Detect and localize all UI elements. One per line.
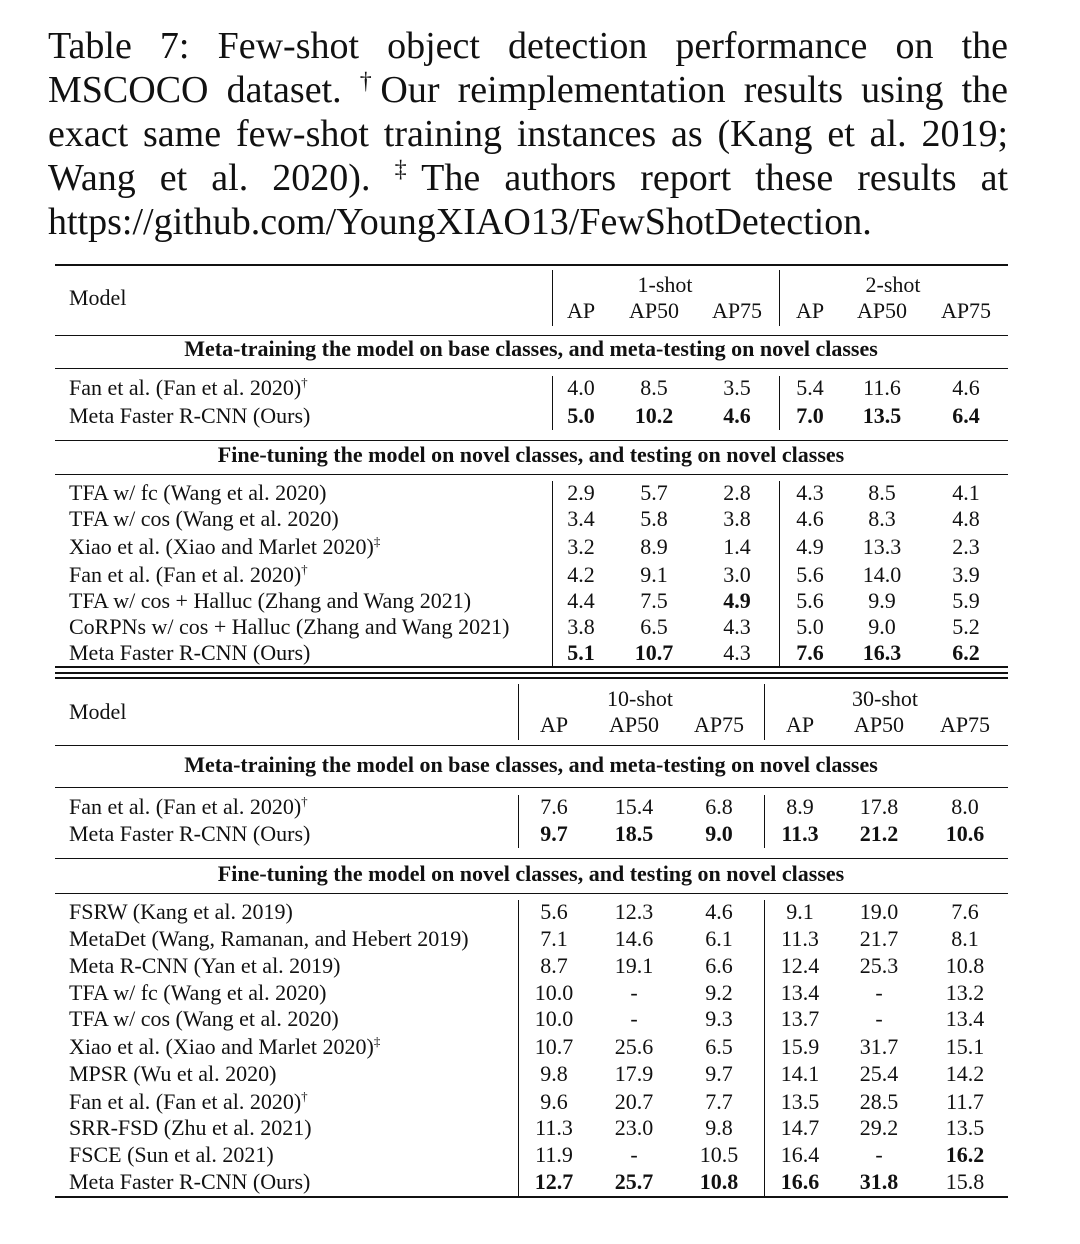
table-cell: 31.7 [859,1034,899,1059]
model-header: Model [69,699,127,724]
table-cell: 25.7 [614,1169,654,1194]
table-cell: 11.9 [535,1142,573,1167]
table-row-model: Meta Faster R-CNN (Ours) [69,1169,311,1194]
column-divider [552,481,553,666]
column-divider [518,684,519,740]
caption-text-2: Our reimplementation results using the exact same few-shot training instances as (Kang et al. 2019; Wang et al. 2020). [48,69,1009,199]
table-cell: 10.0 [534,1006,574,1031]
table-cell: 3.0 [723,562,751,587]
table-cell: 15.8 [945,1169,985,1194]
column-header: AP [795,298,825,323]
table-cell: 3.5 [723,375,751,400]
table-cell: 14.0 [862,562,902,587]
table-row-model: MetaDet (Wang, Ramanan, and Hebert 2019) [69,926,469,951]
table-cell: 11.3 [781,926,819,951]
table-cell: 10.7 [634,640,674,665]
table-cell: 3.4 [567,506,595,531]
table-cell: 12.7 [534,1169,574,1194]
table-bottom-rule [55,666,1008,668]
table-cell: 10.7 [534,1034,574,1059]
section-rule [55,474,1008,475]
table-double-rule-b [55,677,1008,679]
table-cell: 3.8 [723,506,751,531]
table-cell: 10.8 [945,953,985,978]
double-dagger-mark: ‡ [394,156,422,183]
table-cell: 9.2 [705,980,733,1005]
table-cell: 9.7 [540,821,568,846]
table-cell: 10.2 [634,403,674,428]
table-row-model: Meta Faster R-CNN (Ours) [69,403,311,428]
table-row-model: CoRPNs w/ cos + Halluc (Zhang and Wang 2021) [69,614,510,639]
column-header: AP75 [693,712,745,737]
table-cell: 16.4 [780,1142,820,1167]
table-cell: 29.2 [859,1115,899,1140]
section-rule [55,858,1008,859]
table-cell: 4.6 [952,375,980,400]
column-divider [518,795,519,848]
table-cell: 9.0 [868,614,896,639]
column-header: AP [566,298,596,323]
table-cell: 6.4 [952,403,980,428]
table-cell: 5.7 [640,480,668,505]
table-cell: - [875,1142,883,1167]
table-cell: 5.6 [796,588,824,613]
table-cell: 7.6 [951,899,979,924]
table-row-model: TFA w/ fc (Wang et al. 2020) [69,980,327,1005]
section-rule [55,368,1008,369]
column-divider [764,795,765,848]
column-divider [552,376,553,430]
table-cell: 15.4 [614,794,654,819]
table-cell: 8.5 [640,375,668,400]
table-cell: 5.0 [567,403,595,428]
table-cell: 15.9 [780,1034,820,1059]
table-cell: 19.0 [859,899,899,924]
table-cell: 8.5 [868,480,896,505]
table-cell: 5.8 [640,506,668,531]
table-cell: 16.3 [862,640,902,665]
table-cell: 9.1 [786,899,814,924]
table-cell: 8.0 [951,794,979,819]
section-title: Fine-tuning the model on novel classes, and testing on novel classes [217,442,845,467]
column-divider [779,376,780,430]
section-rule [55,787,1008,788]
table-row-model: Xiao et al. (Xiao and Marlet 2020)‡ [69,1033,381,1059]
table-cell: 5.9 [952,588,980,613]
table-bottom-rule [55,1196,1008,1198]
table-cell: 14.1 [780,1061,820,1086]
table-cell: 11.3 [781,821,819,846]
table-cell: 4.6 [705,899,733,924]
table-cell: 10.8 [699,1169,739,1194]
section-title: Meta-training the model on base classes, and meta-testing on novel classes [184,336,878,361]
table-cell: 4.4 [567,588,595,613]
caption-text-1: Few-shot object detection performance on the MSCOCO dataset. [48,25,1008,111]
table-cell: 4.6 [796,506,824,531]
dagger-mark: † [301,1088,308,1104]
table-cell: 2.8 [723,480,751,505]
section-title: Fine-tuning the model on novel classes, and testing on novel classes [217,861,845,886]
caption-text-3: The authors report these results at https://github.com/YoungXIAO13/FewShotDetection. [48,157,1008,243]
table-cell: 13.4 [780,980,820,1005]
column-divider [764,900,765,1196]
section-rule [55,893,1008,894]
table-cell: 5.6 [796,562,824,587]
column-header: AP [785,712,815,737]
table-row-model: Xiao et al. (Xiao and Marlet 2020)‡ [69,533,381,559]
table-cell: 14.2 [945,1061,985,1086]
table-cell: 13.5 [780,1089,820,1114]
double-dagger-mark: ‡ [373,1033,381,1049]
table-cell: 16.6 [780,1169,820,1194]
table-cell: 28.5 [859,1089,899,1114]
table-cell: 10.0 [534,980,574,1005]
table-cell: 2.9 [567,480,595,505]
shot-header: 30-shot [852,686,918,711]
table-cell: 8.1 [951,926,979,951]
shot-header: 2-shot [865,272,921,297]
table-cell: 4.9 [796,534,824,559]
column-divider [518,900,519,1196]
table-caption [48,24,1008,244]
table-row-model: Fan et al. (Fan et al. 2020)† [69,793,308,819]
dagger-mark: † [301,374,308,390]
table-row-model: MPSR (Wu et al. 2020) [69,1061,277,1086]
table-cell: 19.1 [614,953,654,978]
table-double-rule-a [55,672,1008,674]
table-cell: 13.3 [862,534,902,559]
table-cell: 6.2 [952,640,980,665]
table-cell: 9.8 [540,1061,568,1086]
column-header: AP75 [939,712,991,737]
table-cell: 9.7 [705,1061,733,1086]
column-divider [764,684,765,740]
shot-header: 1-shot [637,272,693,297]
table-cell: 31.8 [859,1169,899,1194]
table-cell: - [630,1142,638,1167]
section-rule [55,440,1008,441]
table-cell: 7.7 [705,1089,733,1114]
section-rule [55,745,1008,746]
table-cell: 6.1 [705,926,733,951]
table-cell: 17.9 [614,1061,654,1086]
table-cell: 7.6 [540,794,568,819]
column-header: AP [539,712,569,737]
table-cell: 11.6 [863,375,901,400]
table-cell: 9.0 [705,821,733,846]
table-row-model: Fan et al. (Fan et al. 2020)† [69,561,308,587]
table-cell: 15.1 [945,1034,985,1059]
table-cell: 18.5 [614,821,654,846]
table-row-model: TFA w/ cos (Wang et al. 2020) [69,506,339,531]
table-cell: - [875,1006,883,1031]
table-cell: 7.1 [540,926,568,951]
table-cell: 4.1 [952,480,980,505]
table-cell: 25.6 [614,1034,654,1059]
table-cell: - [875,980,883,1005]
table-row-model: SRR-FSD (Zhu et al. 2021) [69,1115,312,1140]
table-cell: 13.7 [780,1006,820,1031]
table-cell: 17.8 [859,794,899,819]
table-cell: 13.5 [862,403,902,428]
table-row-model: FSRW (Kang et al. 2019) [69,899,293,924]
table-row-model: TFA w/ fc (Wang et al. 2020) [69,480,327,505]
table-cell: 5.4 [796,375,824,400]
table-cell: 11.7 [946,1089,984,1114]
model-header: Model [69,285,127,310]
table-cell: 8.9 [640,534,668,559]
double-dagger-mark: ‡ [373,533,381,549]
table-cell: 5.6 [540,899,568,924]
table-cell: 8.7 [540,953,568,978]
table-cell: 21.7 [859,926,899,951]
table-cell: 7.6 [796,640,824,665]
table-cell: 4.3 [723,614,751,639]
dagger-mark: † [301,793,308,809]
table-cell: 4.6 [723,403,751,428]
table-cell: 20.7 [614,1089,654,1114]
column-header: AP75 [711,298,763,323]
table-row-model: Fan et al. (Fan et al. 2020)† [69,1088,308,1114]
table-cell: 9.1 [640,562,668,587]
column-divider [552,270,553,326]
column-divider [779,270,780,326]
table-cell: 4.8 [952,506,980,531]
table-cell: 9.9 [868,588,896,613]
table-cell: 4.3 [796,480,824,505]
column-header: AP75 [940,298,992,323]
table-cell: - [630,1006,638,1031]
table-cell: 9.6 [540,1089,568,1114]
table-cell: 12.3 [614,899,654,924]
table-cell: 8.3 [868,506,896,531]
table-cell: 6.5 [640,614,668,639]
table-cell: 4.3 [723,640,751,665]
table-cell: 25.3 [859,953,899,978]
table-row-model: FSCE (Sun et al. 2021) [69,1142,274,1167]
column-header: AP50 [628,298,680,323]
column-divider [779,481,780,666]
table-cell: 9.8 [705,1115,733,1140]
table-cell: 7.5 [640,588,668,613]
table-cell: 4.9 [723,588,751,613]
table-cell: 2.3 [952,534,980,559]
table-cell: 3.9 [952,562,980,587]
table-cell: 7.0 [796,403,824,428]
table-cell: 12.4 [780,953,820,978]
table-cell: 6.5 [705,1034,733,1059]
table-cell: 8.9 [786,794,814,819]
column-header: AP50 [608,712,660,737]
table-cell: 10.5 [699,1142,739,1167]
table-cell: 5.2 [952,614,980,639]
table-cell: 4.2 [567,562,595,587]
table-cell: 6.8 [705,794,733,819]
table-cell: 25.4 [859,1061,899,1086]
table-cell: 13.4 [945,1006,985,1031]
table-cell: 14.7 [780,1115,820,1140]
table-cell: 14.6 [614,926,654,951]
table-cell: 21.2 [859,821,899,846]
table-cell: 5.1 [567,640,595,665]
table-cell: 3.2 [567,534,595,559]
caption-label: Table 7: [48,25,190,67]
shot-header: 10-shot [607,686,673,711]
table-row-model: TFA w/ cos + Halluc (Zhang and Wang 2021) [69,588,472,613]
dagger-mark: † [359,68,381,95]
table-cell: 1.4 [723,534,751,559]
table-cell: 10.6 [945,821,985,846]
table-top-rule [55,264,1008,266]
table-cell: 6.6 [705,953,733,978]
table-cell: 9.3 [705,1006,733,1031]
table-cell: 13.5 [945,1115,985,1140]
table-cell: 11.3 [535,1115,573,1140]
table-cell: 13.2 [945,980,985,1005]
column-header: AP50 [853,712,905,737]
table-cell: 16.2 [945,1142,985,1167]
table-row-model: Fan et al. (Fan et al. 2020)† [69,374,308,400]
table-row-model: Meta Faster R-CNN (Ours) [69,640,311,665]
table-row-model: Meta Faster R-CNN (Ours) [69,821,311,846]
table-cell: 23.0 [614,1115,654,1140]
table-cell: 4.0 [567,375,595,400]
section-title: Meta-training the model on base classes, and meta-testing on novel classes [184,752,878,777]
table-cell: - [630,980,638,1005]
table-row-model: TFA w/ cos (Wang et al. 2020) [69,1006,339,1031]
table-row-model: Meta R-CNN (Yan et al. 2019) [69,953,341,978]
column-header: AP50 [856,298,908,323]
dagger-mark: † [301,561,308,577]
table-cell: 3.8 [567,614,595,639]
table-cell: 5.0 [796,614,824,639]
